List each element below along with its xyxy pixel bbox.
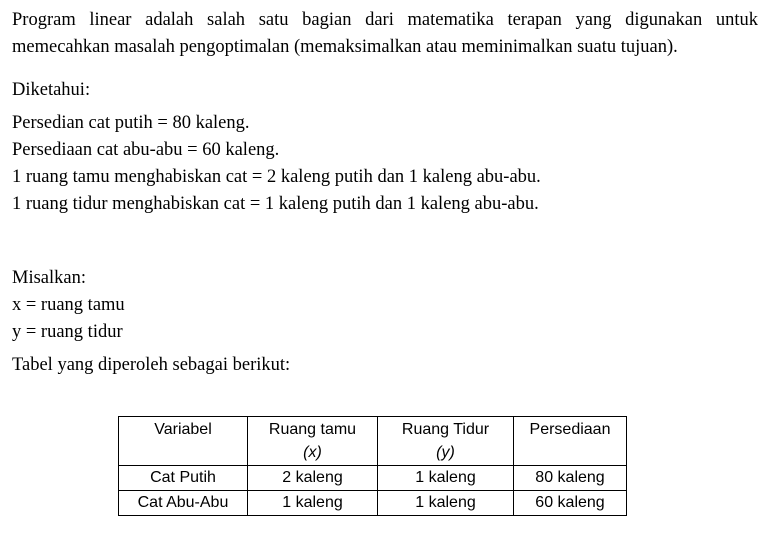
table-header-cell [378, 417, 514, 466]
variable-line: y = ruang tidur [12, 322, 123, 342]
header-label: Ruang Tidur [401, 421, 490, 438]
table-cell: 60 kaleng [514, 491, 627, 516]
header-label: Persediaan [529, 421, 611, 438]
table-caption: Tabel yang diperoleh sebagai berikut: [12, 355, 291, 375]
table-row [119, 491, 627, 516]
header-symbol: (x) [303, 444, 322, 461]
table-cell: 1 kaleng [378, 491, 514, 516]
known-list [12, 110, 758, 218]
known-line: Persedian cat putih = 80 kaleng. [12, 113, 250, 133]
table-header-row [119, 417, 627, 466]
table-header-cell [119, 417, 248, 466]
table-cell: Cat Putih [119, 466, 248, 491]
table-cell: 2 kaleng [248, 466, 378, 491]
table-cell: 1 kaleng [378, 466, 514, 491]
document-body [12, 7, 758, 379]
known-heading: Diketahui: [12, 80, 91, 100]
suppose-heading: Misalkan: [12, 268, 86, 288]
variable-line: x = ruang tamu [12, 295, 125, 315]
table-cell: 1 kaleng [248, 491, 378, 516]
table-header-cell [514, 417, 627, 466]
header-label: Ruang tamu [268, 421, 357, 438]
known-line: 1 ruang tidur menghabiskan cat = 1 kaleng putih dan 1 kaleng abu-abu. [12, 194, 539, 214]
table-row [119, 466, 627, 491]
table-cell: Cat Abu-Abu [119, 491, 248, 516]
header-symbol: (y) [436, 444, 455, 461]
known-line: Persediaan cat abu-abu = 60 kaleng. [12, 140, 280, 160]
header-label: Variabel [154, 421, 212, 438]
known-line: 1 ruang tamu menghabiskan cat = 2 kaleng putih dan 1 kaleng abu-abu. [12, 167, 541, 187]
intro-paragraph: Program linear adalah salah satu bagian dari matematika terapan yang digunakan untuk memecahkan masalah pengoptimalan (memaksimalkan atau meminimalkan suatu tujuan). [12, 10, 758, 57]
table-header-cell [248, 417, 378, 466]
table-cell: 80 kaleng [514, 466, 627, 491]
data-table [118, 416, 627, 516]
